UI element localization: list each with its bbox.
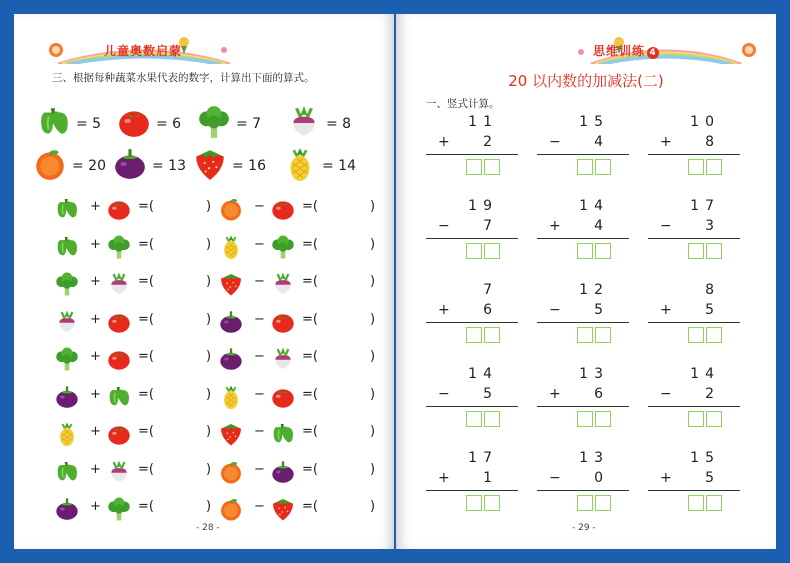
operator: − [254,349,265,364]
operator: + [660,134,672,150]
tomato-icon [106,421,132,447]
calc-line [426,238,518,239]
answer-box[interactable] [484,495,500,511]
calc-line [648,406,740,407]
broccoli-icon [106,496,132,522]
tomato-icon [270,309,296,335]
first-number: 10 [690,114,720,130]
operator: + [438,302,450,318]
legend-value: = 8 [326,116,352,132]
first-number: 14 [579,198,609,214]
second-number: 4 [594,134,609,150]
problem-item [54,419,214,449]
vertical-calc [537,114,629,184]
mangosteen-icon [54,384,80,410]
calc-line [426,154,518,155]
second-number: 4 [594,218,609,234]
radish-icon [286,104,322,140]
vertical-calc [537,450,629,520]
equals-open-paren: =( [302,499,318,514]
calc-line [648,322,740,323]
pepper-icon [106,384,132,410]
strawberry-icon [218,421,244,447]
operator: − [254,236,265,252]
workbook-spread [14,14,776,549]
calc-line [537,406,629,407]
problem-item [54,307,214,337]
vertical-calc [426,366,518,436]
close-paren: ) [206,199,212,214]
second-number: 6 [594,386,609,402]
operator: + [90,499,101,514]
problem-item [218,457,378,487]
first-number: 17 [468,450,498,466]
legend-value: = 14 [322,158,356,174]
operator: − [660,386,672,402]
calc-line [537,154,629,155]
answer-box[interactable] [466,243,482,259]
close-paren: ) [206,386,212,402]
problem-row [54,307,384,337]
operator: + [90,236,101,252]
problem-row [54,419,384,449]
equals-open-paren: =( [138,349,154,364]
radish-icon [106,459,132,485]
calc-line [648,238,740,239]
equals-open-paren: =( [302,199,318,214]
radish-icon [270,346,296,372]
right-header-title-text: 思维训练 [593,44,646,58]
operator: + [438,470,450,486]
second-number: 5 [705,470,720,486]
first-number: 8 [705,282,720,298]
close-paren: ) [370,199,376,214]
operator: + [438,134,450,150]
legend-row [50,146,380,188]
orange-icon [218,459,244,485]
second-number: 7 [483,218,498,234]
tomato-icon [270,384,296,410]
operator: + [549,218,561,234]
vertical-calc [648,282,740,352]
legend-value: = 20 [72,158,106,174]
operator: + [660,302,672,318]
broccoli-icon [54,346,80,372]
first-number: 14 [690,366,720,382]
answer-box[interactable] [577,327,593,343]
calc-line [537,322,629,323]
calc-line [648,154,740,155]
operator: + [90,274,101,289]
mangosteen-icon [112,146,148,182]
legend-value: = 7 [236,116,262,132]
close-paren: ) [370,236,376,252]
equals-open-paren: =( [302,349,318,364]
strawberry-icon [218,271,244,297]
mangosteen-icon [218,309,244,335]
answer-box[interactable] [688,243,704,259]
problem-row [54,494,384,524]
vertical-calc [426,282,518,352]
operator: + [90,386,101,402]
equals-open-paren: =( [138,424,154,439]
problem-row [54,382,384,412]
broccoli-icon [106,234,132,260]
vertical-calc [537,198,629,268]
vertical-calc [648,114,740,184]
equals-open-paren: =( [302,386,318,402]
operator: + [660,470,672,486]
close-paren: ) [370,349,376,364]
second-number: 5 [483,386,498,402]
calc-line [537,490,629,491]
page-28 [14,14,394,549]
problem-item [54,457,214,487]
second-number: 2 [705,386,720,402]
pineapple-icon [218,384,244,410]
equals-open-paren: =( [138,274,154,289]
problem-item [54,232,214,262]
equals-open-paren: =( [302,236,318,252]
close-paren: ) [370,499,376,514]
operator: + [90,349,101,364]
problem-item [218,494,378,524]
pepper-icon [36,104,72,140]
right-header-title [593,42,659,59]
first-number: 12 [579,282,609,298]
equals-open-paren: =( [138,386,154,402]
problem-row [54,457,384,487]
answer-box[interactable] [706,327,722,343]
operator: − [549,134,561,150]
close-paren: ) [370,461,376,477]
answer-box[interactable] [706,411,722,427]
tomato-icon [270,196,296,222]
problem-item [54,269,214,299]
equals-open-paren: =( [138,199,154,214]
orange-icon [32,146,68,182]
first-number: 14 [468,366,498,382]
broccoli-icon [196,104,232,140]
section-heading: 一、竖式计算。 [426,98,500,110]
answer-box[interactable] [595,495,611,511]
answer-box[interactable] [595,411,611,427]
second-number: 5 [705,302,720,318]
right-header [571,34,761,64]
page-number-29: - 29 - [572,523,596,533]
problem-item [218,382,378,412]
operator: − [549,470,561,486]
answer-box[interactable] [484,327,500,343]
operator: − [254,386,265,402]
operator: + [90,199,101,214]
broccoli-icon [270,234,296,260]
operator: − [254,424,265,439]
problem-item [218,307,378,337]
page-29 [396,14,776,549]
first-number: 13 [579,366,609,382]
operator: − [254,274,265,289]
close-paren: ) [206,499,212,514]
answer-box[interactable] [484,243,500,259]
answer-box[interactable] [466,327,482,343]
answer-box[interactable] [577,159,593,175]
pineapple-icon [282,146,318,182]
instruction-text: 三、根据每种蔬菜水果代表的数字，计算出下面的算式。 [52,72,315,84]
vertical-calc [426,114,518,184]
tomato-icon [106,196,132,222]
vertical-calc [426,450,518,520]
first-number: 19 [468,198,498,214]
orange-icon [218,196,244,222]
first-number: 11 [468,114,498,130]
calc-line [537,238,629,239]
pepper-icon [54,234,80,260]
pineapple-icon [54,421,80,447]
equals-open-paren: =( [302,461,318,477]
pepper-icon [54,459,80,485]
problem-item [218,232,378,262]
operator: − [549,302,561,318]
tomato-icon [106,309,132,335]
left-header [44,34,244,64]
problem-row [54,194,384,224]
first-number: 7 [483,282,498,298]
answer-box[interactable] [577,411,593,427]
close-paren: ) [370,424,376,439]
legend-value: = 13 [152,158,186,174]
close-paren: ) [206,236,212,252]
mangosteen-icon [218,346,244,372]
vertical-calc [648,366,740,436]
answer-box[interactable] [466,411,482,427]
second-number: 8 [705,134,720,150]
problem-row [54,269,384,299]
operator: − [254,311,265,327]
vertical-calc [537,366,629,436]
answer-box[interactable] [688,327,704,343]
operator: − [254,461,265,477]
radish-icon [106,271,132,297]
problem-item [218,194,378,224]
close-paren: ) [206,274,212,289]
answer-box[interactable] [688,411,704,427]
equals-open-paren: =( [138,499,154,514]
lesson-number-badge: 4 [647,47,659,59]
pepper-icon [54,196,80,222]
operator: − [254,499,265,514]
problem-item [54,494,214,524]
first-number: 15 [690,450,720,466]
answer-box[interactable] [595,327,611,343]
vertical-calc [648,450,740,520]
answer-box[interactable] [484,159,500,175]
answer-box[interactable] [706,243,722,259]
calc-line [426,490,518,491]
close-paren: ) [206,424,212,439]
problem-item [218,269,378,299]
pepper-icon [270,421,296,447]
answer-box[interactable] [484,411,500,427]
calc-line [648,490,740,491]
operator: + [549,386,561,402]
operator: − [438,386,450,402]
close-paren: ) [370,274,376,289]
second-number: 6 [483,302,498,318]
operator: + [90,424,101,439]
second-number: 2 [483,134,498,150]
second-number: 5 [594,302,609,318]
problem-item [218,419,378,449]
tomato-icon [106,346,132,372]
left-header-title: 儿童奥数启蒙 [104,44,183,58]
first-number: 15 [579,114,609,130]
problem-row [54,344,384,374]
radish-icon [270,271,296,297]
second-number: 1 [483,470,498,486]
calc-line [426,406,518,407]
answer-box[interactable] [688,495,704,511]
close-paren: ) [206,311,212,327]
equals-open-paren: =( [302,311,318,327]
mangosteen-icon [54,496,80,522]
first-number: 17 [690,198,720,214]
second-number: 0 [594,470,609,486]
vertical-calc [426,198,518,268]
second-number: 3 [705,218,720,234]
broccoli-icon [54,271,80,297]
legend-row [50,104,380,146]
answer-box[interactable] [595,243,611,259]
calc-line [426,322,518,323]
answer-box[interactable] [577,495,593,511]
legend-value: = 6 [156,116,182,132]
answer-box[interactable] [688,159,704,175]
problem-item [54,382,214,412]
answer-box[interactable] [466,495,482,511]
problem-row [54,232,384,262]
operator: − [660,218,672,234]
equals-open-paren: =( [302,424,318,439]
operator: + [90,461,101,477]
close-paren: ) [370,311,376,327]
operator: − [254,199,265,214]
radish-icon [54,309,80,335]
vertical-calc [537,282,629,352]
vertical-calc [648,198,740,268]
close-paren: ) [370,386,376,402]
answer-box[interactable] [595,159,611,175]
equals-open-paren: =( [138,461,154,477]
problem-item [218,344,378,374]
legend-value: = 5 [76,116,102,132]
close-paren: ) [206,349,212,364]
answer-box[interactable] [577,243,593,259]
legend-value: = 16 [232,158,266,174]
equals-open-paren: =( [138,236,154,252]
operator: + [90,311,101,327]
close-paren: ) [206,461,212,477]
strawberry-icon [192,146,228,182]
mangosteen-icon [270,459,296,485]
first-number: 13 [579,450,609,466]
equals-open-paren: =( [138,311,154,327]
answer-box[interactable] [466,159,482,175]
lesson-title: 20 以内数的加减法(二) [508,72,664,90]
pineapple-icon [218,234,244,260]
page-number-28: - 28 - [196,523,220,533]
answer-box[interactable] [706,495,722,511]
equals-open-paren: =( [302,274,318,289]
answer-box[interactable] [706,159,722,175]
orange-icon [218,496,244,522]
operator: − [438,218,450,234]
tomato-icon [116,104,152,140]
problem-item [54,194,214,224]
strawberry-icon [270,496,296,522]
problem-item [54,344,214,374]
